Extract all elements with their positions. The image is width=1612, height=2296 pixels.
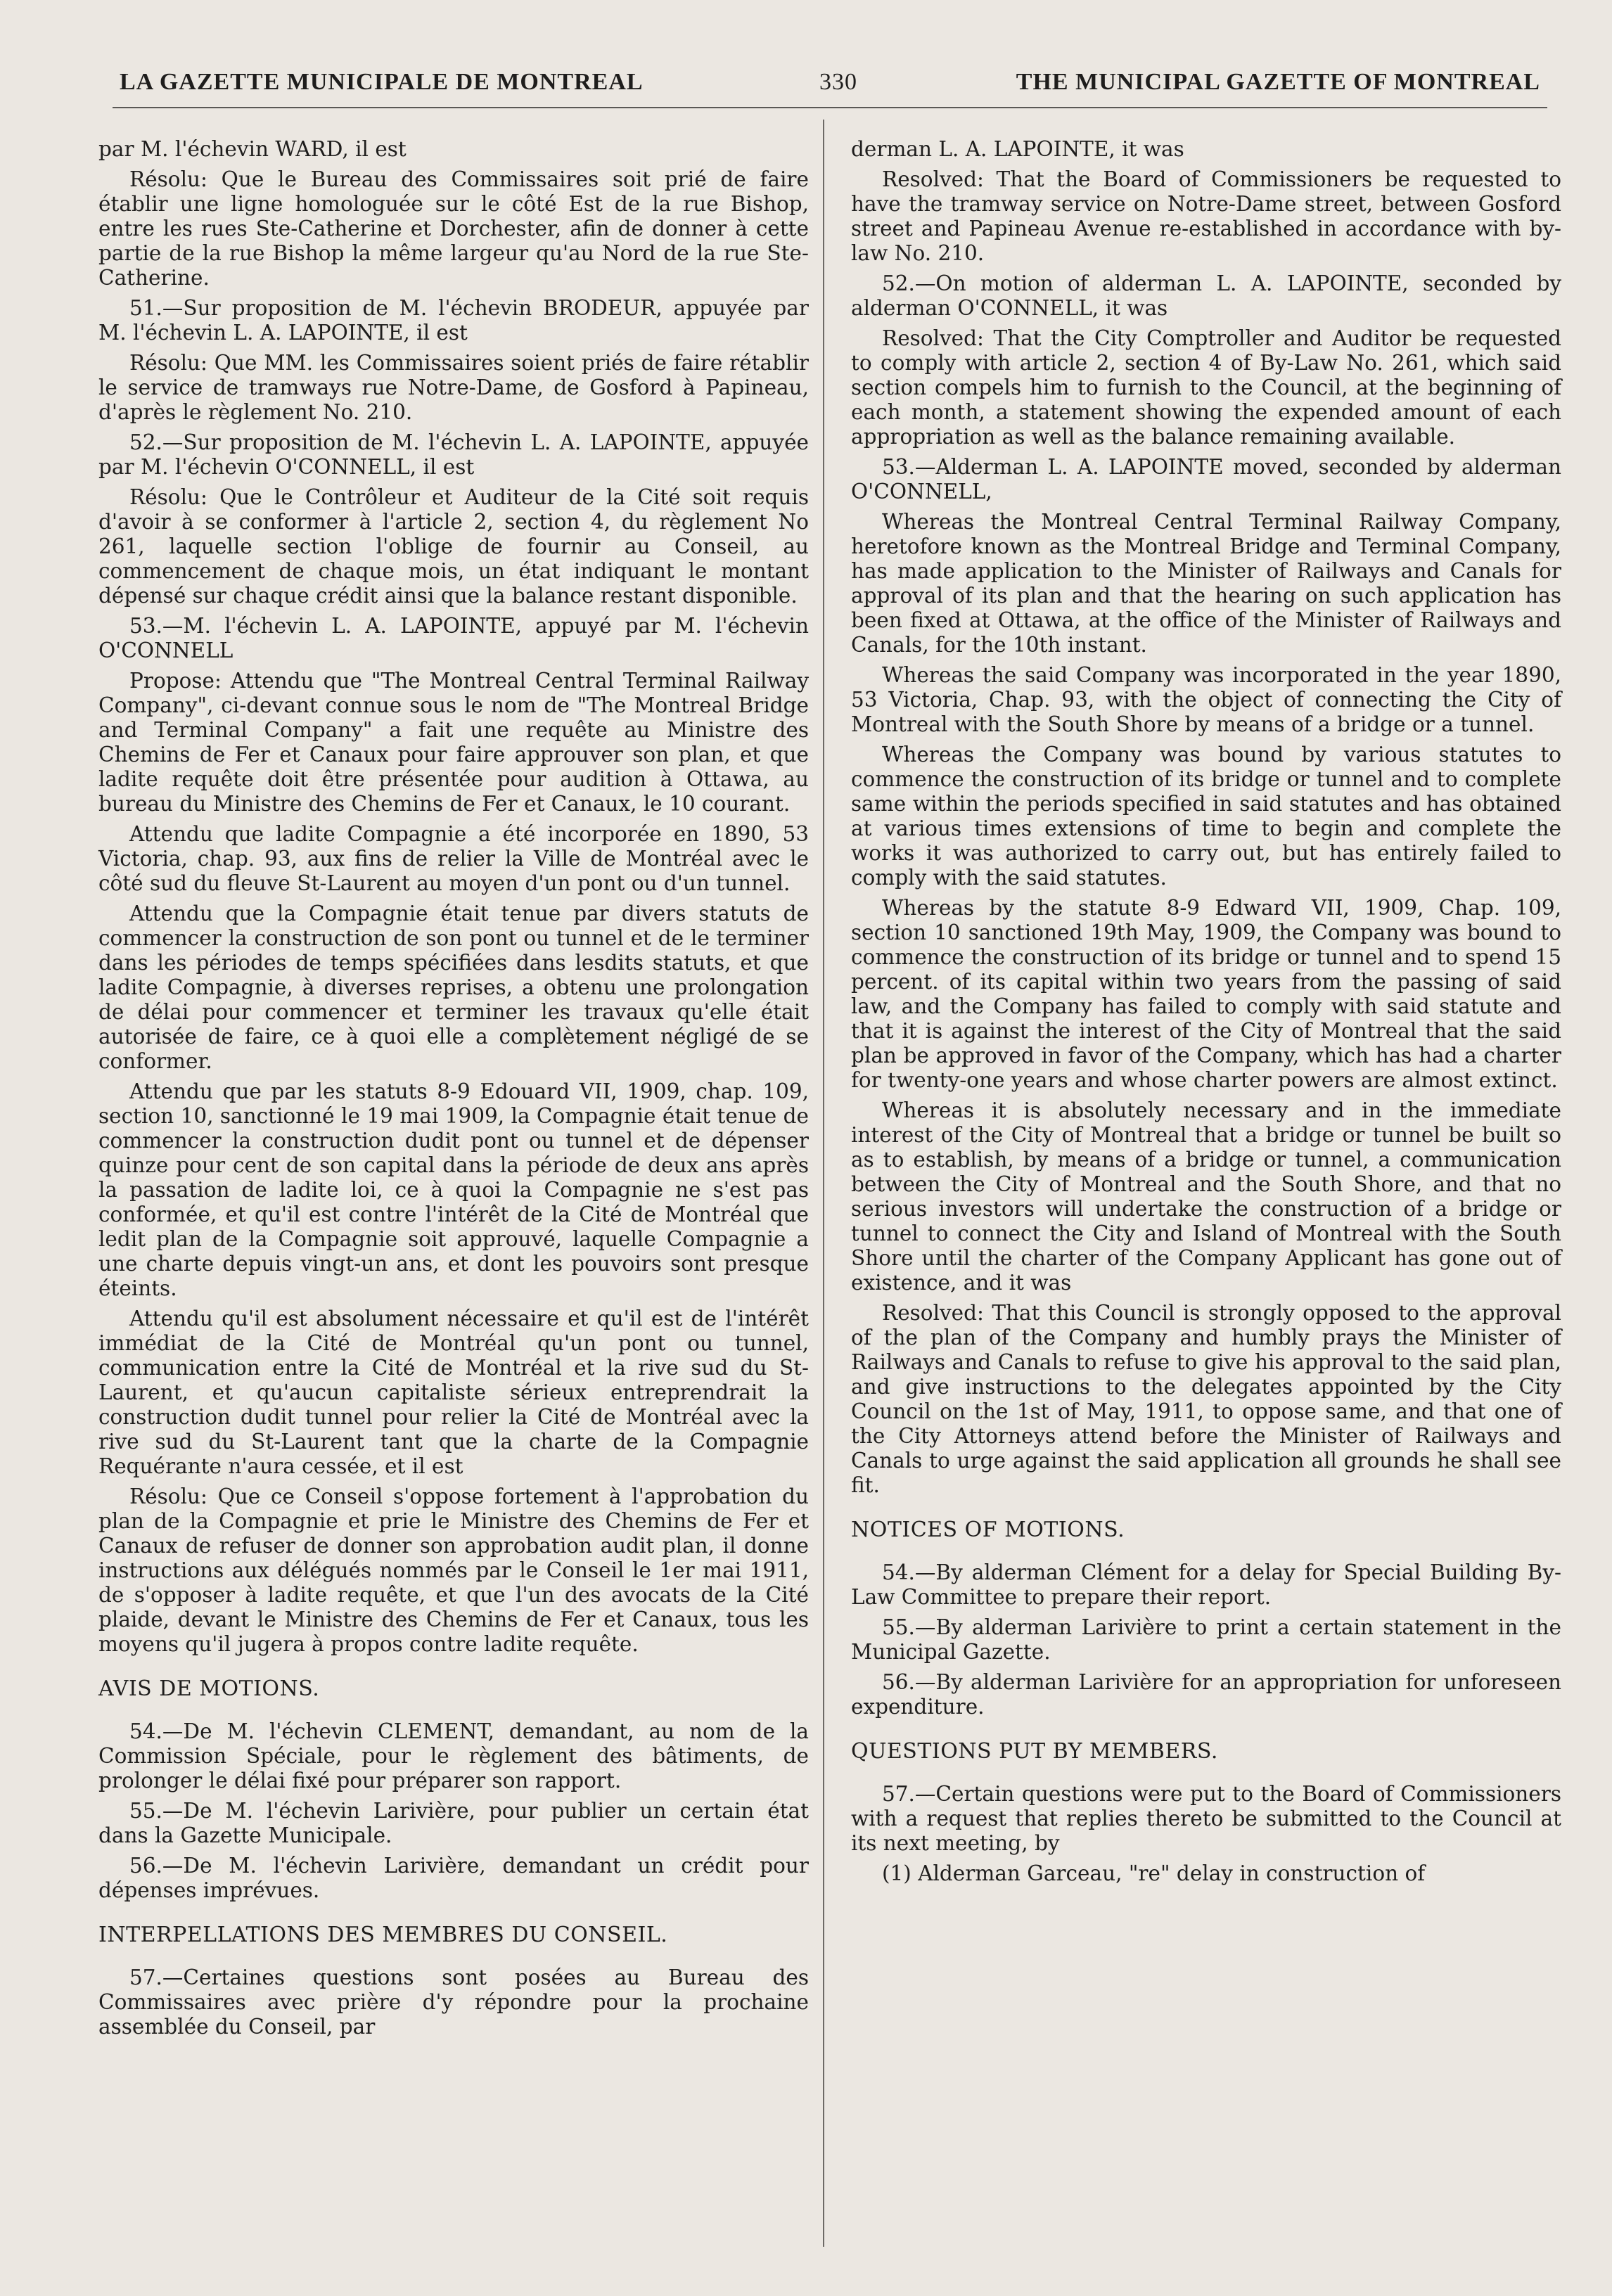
french-paragraph: 52.—Sur proposition de M. l'échevin L. A. LAPOINTE, appuyée par M. l'échevin O'CONNELL, il est <box>98 430 809 479</box>
french-paragraph: 54.—De M. l'échevin CLEMENT, demandant, au nom de la Commission Spéciale, pour le règlement des bâtiments, de prolonger le délai fixé pour préparer son rapport. <box>98 1719 809 1792</box>
header-title-english: THE MUNICIPAL GAZETTE OF MONTREAL <box>1016 69 1540 95</box>
english-paragraph: Whereas by the statute 8-9 Edward VII, 1909, Chap. 109, section 10 sanctioned 19th May, 1909, the Company was bound to commence the construction of its bridge or tunnel and to spend 15 percent. of its capital within two years from the passing of said law, and the Company has failed to comply with said statute and that it is against the interest of the City of Montreal that the said plan be approved in favor of the Company, which has had a charter for twenty-one years and whose charter powers are almost extinct. <box>851 896 1561 1092</box>
header-title-french: LA GAZETTE MUNICIPALE DE MONTREAL <box>120 69 644 95</box>
english-paragraph: Whereas the Company was bound by various statutes to commence the construction of its bridge or tunnel and to complete same within the periods specified in said statutes and has obtained at various times extensions of time to begin and complete the works it was authorized to carry out, but has entirely failed to comply with the said statutes. <box>851 743 1561 890</box>
column-divider <box>823 120 824 2247</box>
english-paragraph: Resolved: That the Board of Commissioners be requested to have the tramway service on Notre-Dame street, between Gosford street and Papineau Avenue re-established in accordance with by-law No. 210. <box>851 167 1561 265</box>
english-paragraph: Resolved: That this Council is strongly opposed to the approval of the plan of the Company and humbly prays the Minister of Railways and Canals to refuse to give his approval to the said plan, and give instructions to the delegates appointed by the City Council on the 1st of May, 1911, to oppose same, and that one of the City Attorneys attend before the Minister of Railways and Canals to urge against the said application all grounds he shall see fit. <box>851 1301 1561 1497</box>
english-paragraph: 55.—By alderman Larivière to print a certain statement in the Municipal Gazette. <box>851 1615 1561 1664</box>
french-paragraph: Attendu que ladite Compagnie a été incorporée en 1890, 53 Victoria, chap. 93, aux fins de relier la Ville de Montréal avec le côté sud du fleuve St-Laurent au moyen d'un pont ou d'un tunnel. <box>98 822 809 895</box>
english-column <box>851 137 1561 1892</box>
french-paragraph: Résolu: Que MM. les Commissaires soient priés de faire rétablir le service de tramways rue Notre-Dame, de Gosford à Papineau, d'après le règlement No. 210. <box>98 351 809 424</box>
english-paragraph: 57.—Certain questions were put to the Board of Commissioners with a request that replies thereto be submitted to the Council at its next meeting, by <box>851 1782 1561 1855</box>
english-paragraph: Whereas it is absolutely necessary and in the immediate interest of the City of Montreal that a bridge or tunnel be built so as to establish, by means of a bridge or tunnel, a communication between the City of Montreal and the South Shore, and that no serious investors will undertake the construction of a bridge or tunnel to connect the City and Island of Montreal with the South Shore until the charter of the Company Applicant has gone out of existence, and it was <box>851 1098 1561 1295</box>
english-section-heading: QUESTIONS PUT BY MEMBERS. <box>851 1739 1218 1764</box>
french-column <box>98 137 809 2045</box>
french-section-heading: AVIS DE MOTIONS. <box>98 1676 320 1701</box>
header-rule <box>113 107 1547 108</box>
french-paragraph: Résolu: Que ce Conseil s'oppose fortement à l'approbation du plan de la Compagnie et prie le Ministre des Chemins de Fer et Canaux de refuser de donner son approbation audit plan, il donne instructions aux délégués nommés par le Conseil le 1er mai 1911, de s'opposer à ladite requête, et que l'un des avocats de la Cité plaide, devant le Ministre des Chemins de Fer et Canaux, tous les moyens qu'il jugera à propos contre ladite requête. <box>98 1484 809 1656</box>
english-paragraph: 56.—By alderman Larivière for an appropriation for unforeseen expenditure. <box>851 1670 1561 1719</box>
english-paragraph: 54.—By alderman Clément for a delay for Special Building By-Law Committee to prepare their report. <box>851 1560 1561 1609</box>
english-paragraph: Whereas the Montreal Central Terminal Railway Company, heretofore known as the Montreal Bridge and Terminal Company, has made application to the Minister of Railways and Canals for approval of its plan and that the hearing on such application has been fixed at Ottawa, at the office of the Minister of Railways and Canals, for the 10th instant. <box>851 510 1561 657</box>
english-section-heading: NOTICES OF MOTIONS. <box>851 1518 1125 1542</box>
english-paragraph: Whereas the said Company was incorporated in the year 1890, 53 Victoria, Chap. 93, with the object of connecting the City of Montreal with the South Shore by means of a bridge or a tunnel. <box>851 663 1561 736</box>
french-paragraph: 56.—De M. l'échevin Larivière, demandant un crédit pour dépenses imprévues. <box>98 1854 809 1902</box>
english-paragraph: 52.—On motion of alderman L. A. LAPOINTE, seconded by alderman O'CONNELL, it was <box>851 271 1561 320</box>
english-paragraph: Resolved: That the City Comptroller and Auditor be requested to comply with article 2, section 4 of By-Law No. 261, which said section compels him to furnish to the Council, at the beginning of each month, a statement showing the expended amount of each appropriation as well as the balance remaining available. <box>851 326 1561 449</box>
page-number: 330 <box>819 69 857 95</box>
english-paragraph: 53.—Alderman L. A. LAPOINTE moved, seconded by alderman O'CONNELL, <box>851 455 1561 504</box>
french-paragraph: Attendu que la Compagnie était tenue par divers statuts de commencer la construction de son pont ou tunnel et de le terminer dans les périodes de temps spécifiées dans lesdits statuts, et que ladite Compagnie, à diverses reprises, a obtenu une prolongation de délai pour commencer et terminer les travaux qu'elle était autorisée de faire, ce à quoi elle a complètement négligé de se conformer. <box>98 902 809 1073</box>
french-paragraph: Attendu que par les statuts 8-9 Edouard VII, 1909, chap. 109, section 10, sanctionné le 19 mai 1909, la Compagnie était tenue de commencer la construction dudit pont ou tunnel et de dépenser quinze pour cent de son capital dans la période de deux ans après la passation de ladite loi, ce à quoi la Compagnie ne s'est pas conformée, et qu'il est contre l'intérêt de la Cité de Montréal que ledit plan de la Compagnie soit approuvé, laquelle Compagnie a une charte depuis vingt-un ans, et dont les pouvoirs sont presque éteints. <box>98 1079 809 1300</box>
french-paragraph: par M. l'échevin WARD, il est <box>98 137 407 161</box>
english-paragraph: derman L. A. LAPOINTE, it was <box>851 137 1184 161</box>
english-paragraph: (1) Alderman Garceau, "re" delay in construction of <box>882 1861 1426 1885</box>
page-header <box>120 69 1540 103</box>
french-paragraph: Attendu qu'il est absolument nécessaire et qu'il est de l'intérêt immédiat de la Cité de Montréal qu'un pont ou tunnel, communication entre la Cité de Montréal et la rive sud du St-Laurent, et qu'aucun capitaliste sérieux entreprendrait la construction dudit tunnel pour relier la Cité de Montréal avec la rive sud du St-Laurent tant que la charte de la Compagnie Requérante n'aura cessée, et il est <box>98 1307 809 1478</box>
french-paragraph: Résolu: Que le Contrôleur et Auditeur de la Cité soit requis d'avoir à se conformer à l'article 2, section 4, du règlement No 261, laquelle section l'oblige de fournir au Conseil, au commencement de chaque mois, un état indiquant le montant dépensé sur chaque crédit ainsi que la balance restant disponible. <box>98 485 809 608</box>
french-section-heading: INTERPELLATIONS DES MEMBRES DU CONSEIL. <box>98 1923 668 1947</box>
french-paragraph: Propose: Attendu que "The Montreal Central Terminal Railway Company", ci-devant connue sous le nom de "The Montreal Bridge and Terminal Company" a fait une requête au Ministre des Chemins de Fer et Canaux pour faire approuver son plan, et que ladite requête doit être présentée pour audition à Ottawa, au bureau du Ministre des Chemins de Fer et Canaux, le 10 courant. <box>98 669 809 816</box>
french-paragraph: 57.—Certaines questions sont posées au Bureau des Commissaires avec prière d'y répondre pour la prochaine assemblée du Conseil, par <box>98 1965 809 2039</box>
french-paragraph: 55.—De M. l'échevin Larivière, pour publier un certain état dans la Gazette Municipale. <box>98 1799 809 1847</box>
french-paragraph: 51.—Sur proposition de M. l'échevin BRODEUR, appuyée par M. l'échevin L. A. LAPOINTE, il est <box>98 296 809 345</box>
french-paragraph: 53.—M. l'échevin L. A. LAPOINTE, appuyé par M. l'échevin O'CONNELL <box>98 614 809 662</box>
french-paragraph: Résolu: Que le Bureau des Commissaires soit prié de faire établir une ligne homologuée sur le côté Est de la rue Bishop, entre les rues Ste-Catherine et Dorchester, afin de donner à cette partie de la rue Bishop la même largeur qu'au Nord de la rue Ste-Catherine. <box>98 167 809 290</box>
